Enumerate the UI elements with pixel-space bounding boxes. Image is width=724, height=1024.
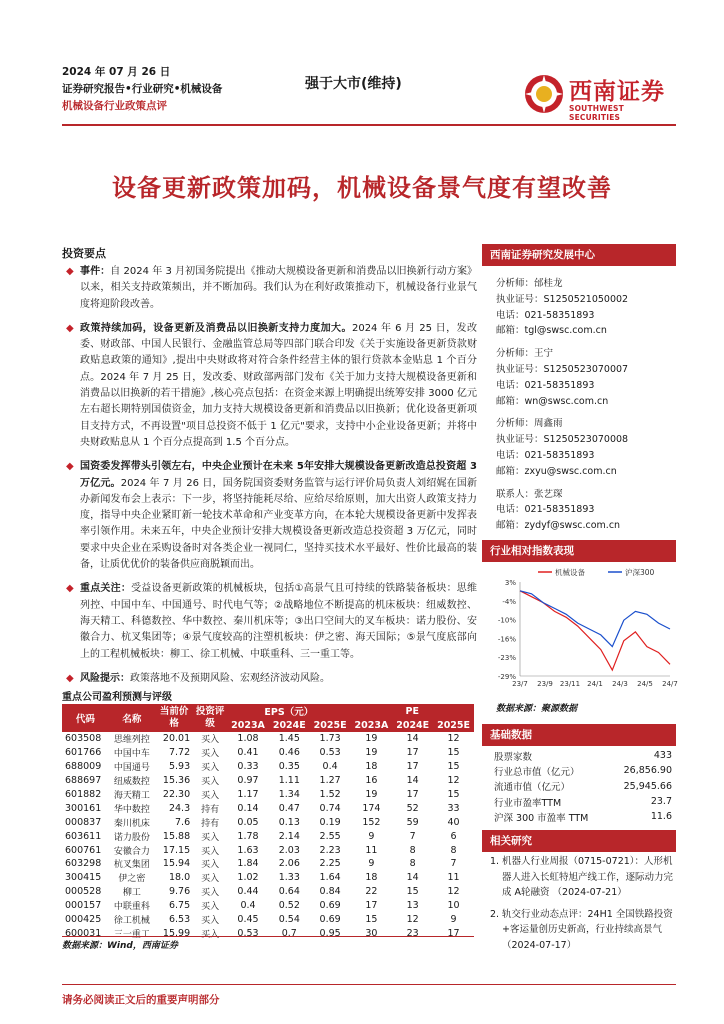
basic-label: 行业总市值（亿元）	[494, 766, 580, 778]
cell-eps: 1.08	[237, 733, 259, 745]
cell-eps: 1.52	[319, 789, 341, 800]
point-text: 2024 年 6 月 25 日，发改委、财政部、中国人民银行、金融监管总局等四部门联合印发《关于实施设备更新贷款财政贴息政策的通知》,提出中央财政将对符合条件经营主体的银行贷款本金贴息 1 个百分点。2024 年 7 月 25 日，发改委、财政部两部门发布《关于加力支持大规模设备更新和消费品以旧换新的若干措施》,核心亮点包括：在资金来源上明确提出统筹安排 3000 亿元左右超长期特别国债资金，加力支持大规模设备更新和消费品以旧换新；优化设备更新项目支持方式，不再设置"项目总投资不低于 1 亿元"要求，支持中小企业设备更新；并将中央财政贴息从 1 个百分点提高到 1.5 个百分点。	[80, 322, 477, 448]
cell-name: 秦川机床	[113, 818, 150, 829]
report-meta	[62, 64, 222, 115]
cell-name: 柳工	[122, 888, 141, 899]
point-lead: 政策持续加码，设备更新及消费品以旧换新支持力度加大。	[80, 322, 352, 334]
chart-source: 数据来源：聚源数据	[496, 704, 578, 714]
basic-label: 行业市盈率TTM	[494, 797, 562, 809]
basic-data-row	[490, 809, 676, 824]
point-lead: 重点关注：	[80, 583, 132, 595]
analyst-line: 执业证号：S1250521050002	[496, 293, 629, 305]
table-row	[62, 732, 474, 746]
cell-code: 000157	[65, 900, 102, 912]
col-pe: PE	[351, 704, 474, 718]
cell-eps: 0.14	[237, 802, 259, 814]
report-date: 2024 年 07 月 26 日	[62, 66, 171, 78]
cell-eps: 1.78	[237, 830, 259, 842]
logo-mark-icon	[523, 73, 565, 115]
col-eps: EPS（元）	[227, 704, 350, 718]
table-bottom-rule	[62, 936, 474, 937]
related-item[interactable]	[490, 854, 676, 901]
cell-eps: 0.44	[237, 886, 259, 898]
year-header: 2025E	[433, 718, 474, 732]
analyst-line: 执业证号：S1250523070008	[496, 434, 629, 446]
investment-points	[62, 264, 477, 695]
related-text: 机器人行业周报（0715-0721）：人形机器人进入长虹特旭产线工作，逐际动力完成 A轮融资 （2024-07-21）	[502, 856, 674, 898]
analyst-line: 邮箱：zydyf@swsc.com.cn	[496, 520, 621, 532]
basic-label: 股票家数	[494, 751, 533, 763]
cell-name: 中联重科	[113, 902, 150, 913]
cell-pe: 14	[406, 872, 419, 884]
cell-price: 7.6	[175, 816, 191, 828]
cell-pe: 40	[447, 816, 460, 828]
cell-pe: 18	[365, 761, 378, 773]
year-header: 2024E	[269, 718, 310, 732]
report-type: 机械设备行业政策点评	[62, 100, 167, 112]
cell-code: 601766	[65, 747, 102, 759]
point-text: 自 2024 年 3 月初国务院提出《推动大规模设备更新和消费品以旧换新行动方案》以来，相关支持政策频出，并不断加码。我们认为在利好政策推动下，机械设备行业景气度将迎阶段改善。	[80, 266, 478, 310]
cell-pe: 6	[450, 830, 457, 842]
analyst-line: 邮箱：tgl@swsc.com.cn	[496, 325, 607, 337]
cell-pe: 17	[406, 761, 419, 773]
cell-name: 三一重工	[113, 929, 150, 940]
legend-label: 沪深300	[625, 568, 655, 577]
cell-name: 徐工机械	[113, 916, 150, 927]
year-header: 2025E	[310, 718, 351, 732]
analyst-list	[496, 276, 676, 541]
table-row	[62, 760, 474, 774]
basic-data-row	[490, 763, 676, 778]
cell-eps: 2.03	[278, 844, 300, 856]
cell-price: 17.15	[162, 844, 191, 856]
analyst-line: 联系人：张艺琛	[496, 488, 563, 500]
cell-eps: 0.69	[319, 914, 341, 926]
cell-pe: 17	[406, 789, 419, 800]
cell-pe: 12	[406, 914, 419, 926]
table-row	[62, 885, 474, 899]
cell-pe: 174	[362, 802, 381, 814]
table-row	[62, 788, 474, 802]
cell-price: 15.99	[162, 927, 191, 939]
investment-point	[62, 671, 477, 687]
cell-eps: 0.52	[278, 900, 300, 912]
cell-eps: 0.53	[237, 927, 259, 939]
cell-code: 603508	[65, 733, 102, 745]
legend-label: 机械设备	[555, 568, 585, 577]
bullet-icon: ◆	[66, 461, 74, 473]
cell-pe: 19	[365, 733, 378, 745]
cell-price: 22.30	[162, 789, 191, 800]
cell-code: 300161	[65, 802, 102, 814]
point-text: 受益设备更新政策的机械板块，包括①高景气且可持续的铁路装备板块：思维列控、中国中车、中国通号、时代电气等；②战略地位不断提高的机床板块：纽威数控、海天精工、科德数控、华中数控、秦川机床等；③出口空间大的叉车板块：诺力股份、安徽合力、杭叉集团等；④景气度较高的注塑机板块：伊之密、海天国际；⑤景气度底部向上的工程机械板块：柳工、徐工机械、中联重科、三一重工等。	[80, 583, 478, 660]
cell-pe: 30	[365, 927, 378, 939]
cell-pe: 7	[450, 858, 457, 870]
analyst-line: 电话：021-58351893	[496, 379, 595, 391]
cell-name: 中国中车	[113, 749, 150, 760]
cell-rating: 持有	[201, 804, 220, 815]
cell-pe: 8	[409, 858, 416, 870]
cell-eps: 0.69	[319, 900, 341, 912]
research-center-title: 西南证券研究发展中心	[482, 244, 676, 266]
col-price: 当前价格	[155, 704, 193, 732]
cell-eps: 1.34	[278, 789, 300, 800]
cell-eps: 2.14	[278, 830, 300, 842]
analyst-line: 电话：021-58351893	[496, 309, 595, 321]
cell-pe: 22	[365, 886, 378, 898]
year-header: 2023A	[227, 718, 269, 732]
point-lead: 事件：	[80, 266, 111, 277]
investment-point	[62, 264, 477, 313]
cell-eps: 0.13	[278, 816, 300, 828]
cell-eps: 0.41	[237, 747, 259, 759]
cell-code: 600761	[65, 844, 102, 856]
series-line-1	[520, 591, 670, 647]
x-tick-label: 23/9	[537, 680, 553, 688]
cell-rating: 买入	[201, 888, 220, 899]
year-header: 2023A	[351, 718, 393, 732]
x-tick-label: 24/1	[587, 680, 603, 688]
cell-pe: 9	[450, 914, 457, 926]
y-tick-label: -4%	[502, 597, 516, 606]
analyst-line: 分析师：王宁	[496, 348, 554, 360]
analyst-line: 电话：021-58351893	[496, 504, 595, 516]
cell-rating: 买入	[201, 791, 220, 801]
basic-value: 11.6	[650, 811, 672, 823]
cell-name: 思维列控	[113, 735, 150, 746]
cell-pe: 12	[447, 775, 460, 787]
cell-price: 15.88	[162, 830, 191, 842]
analyst-line: 电话：021-58351893	[496, 449, 595, 461]
investment-point	[62, 581, 477, 662]
cell-eps: 0.33	[237, 761, 259, 773]
chart-title: 行业相对指数表现	[482, 540, 676, 562]
cell-eps: 0.4	[240, 900, 256, 912]
cell-pe: 11	[365, 844, 378, 856]
cell-pe: 12	[447, 886, 460, 898]
cell-name: 中国通号	[113, 763, 150, 774]
cell-rating: 买入	[201, 874, 220, 885]
table-row	[62, 829, 474, 843]
cell-price: 9.76	[168, 886, 191, 898]
cell-pe: 8	[450, 844, 457, 856]
relative-index-chart	[490, 566, 676, 696]
cell-code: 688697	[65, 775, 102, 787]
cell-name: 伊之密	[118, 874, 146, 885]
cell-pe: 12	[447, 733, 460, 745]
analyst-line: 执业证号：S1250523070007	[496, 363, 629, 375]
basic-value: 25,945.66	[623, 780, 672, 792]
cell-pe: 9	[368, 830, 375, 842]
cell-eps: 1.17	[237, 789, 259, 800]
disclaimer-note: 请务必阅读正文后的重要声明部分	[62, 994, 220, 1006]
cell-name: 海天精工	[113, 791, 150, 801]
table-row	[62, 871, 474, 885]
cell-pe: 8	[409, 844, 416, 856]
cell-eps: 2.55	[319, 830, 341, 842]
table-row	[62, 746, 474, 760]
report-title: 设备更新政策加码，机械设备景气度有望改善	[112, 174, 612, 202]
cell-eps: 0.54	[278, 914, 300, 926]
cell-pe: 19	[365, 747, 378, 759]
cell-rating: 买入	[201, 902, 220, 913]
y-tick-label: -29%	[497, 673, 516, 681]
y-tick-label: -23%	[497, 654, 516, 663]
table-row	[62, 913, 474, 927]
x-tick-label: 24/3	[612, 680, 628, 688]
related-research-list	[490, 854, 676, 959]
cell-pe: 14	[406, 775, 419, 787]
cell-pe: 17	[365, 900, 378, 912]
related-item[interactable]	[490, 907, 676, 954]
basic-label: 流通市值（亿元）	[494, 782, 571, 794]
cell-rating: 买入	[201, 763, 220, 774]
cell-pe: 15	[406, 886, 419, 898]
cell-pe: 23	[406, 927, 419, 939]
cell-price: 6.75	[168, 900, 191, 912]
cell-eps: 1.02	[237, 872, 259, 884]
cell-price: 18.0	[168, 872, 191, 884]
cell-eps: 1.11	[278, 775, 300, 787]
cell-pe: 18	[365, 872, 378, 884]
cell-pe: 17	[406, 747, 419, 759]
cell-rating: 买入	[201, 846, 220, 857]
cell-eps: 0.19	[319, 816, 341, 828]
cell-eps: 2.06	[278, 858, 300, 870]
cell-name: 华中数控	[113, 804, 150, 815]
basic-data-row	[490, 779, 676, 794]
table-row	[62, 774, 474, 788]
point-text: 2024 年 7 月 26 日，国务院国资委财务监管与运行评价局负责人刘绍娓在国新办新闻发布会上表示：下一步，将坚持能耗尽给、应给尽给原则，加大出资人政策支持力度，指导中央企业紧盯新一轮技术革命和产业变革方向，在本轮大规模设备更新中发挥表率引领作用。未来五年，中央企业预计安排大规模设备更新改造总投资超 3 万亿元，同时要求中央企业在采购设备时对各类企业一视同仁，坚持买技术水平最好、性价比最高的装备，让质优优价的装备供应商脱颖而出。	[80, 477, 478, 571]
cell-price: 7.72	[168, 747, 191, 759]
cell-eps: 1.33	[278, 872, 300, 884]
cell-price: 15.36	[162, 775, 191, 787]
cell-eps: 0.05	[237, 816, 259, 828]
cell-rating: 买入	[201, 735, 220, 746]
earnings-forecast-table	[62, 704, 474, 940]
x-tick-label: 23/11	[559, 680, 581, 688]
bullet-icon: ◆	[66, 583, 74, 595]
investment-heading: 投资要点	[62, 247, 106, 260]
cell-rating: 买入	[201, 860, 220, 871]
cell-pe: 19	[365, 789, 378, 800]
basic-value: 26,856.90	[623, 765, 672, 777]
analyst-line: 邮箱：wn@swsc.com.cn	[496, 395, 609, 407]
cell-eps: 0.45	[237, 914, 259, 926]
y-tick-label: 3%	[504, 579, 516, 587]
cell-eps: 1.45	[278, 733, 300, 745]
header-divider	[62, 124, 676, 126]
basic-data-row	[490, 794, 676, 809]
cell-eps: 0.97	[237, 775, 259, 787]
analyst-card	[496, 487, 676, 534]
table-title: 重点公司盈利预测与评级	[62, 692, 172, 703]
basic-data-table	[490, 748, 676, 824]
x-tick-label: 23/7	[512, 680, 528, 688]
related-number: 1.	[490, 856, 500, 867]
cell-eps: 0.53	[319, 747, 341, 759]
cell-rating: 买入	[201, 749, 220, 760]
cell-price: 5.93	[168, 761, 191, 773]
cell-pe: 14	[406, 733, 419, 745]
cell-code: 600031	[65, 927, 102, 939]
basic-label: 沪深 300 市盈率 TTM	[494, 812, 589, 824]
cell-rating: 买入	[201, 832, 220, 843]
x-tick-label: 24/5	[637, 680, 653, 688]
cell-code: 603298	[65, 858, 102, 870]
cell-eps: 1.27	[319, 775, 341, 787]
cell-pe: 15	[447, 761, 460, 773]
col-name: 名称	[109, 704, 155, 732]
analyst-card	[496, 346, 676, 409]
cell-eps: 0.4	[322, 761, 338, 773]
cell-eps: 1.84	[237, 858, 259, 870]
investment-point	[62, 459, 477, 573]
col-code: 代码	[62, 704, 109, 732]
cell-code: 603611	[65, 830, 102, 842]
cell-name: 杭叉集团	[113, 860, 150, 871]
cell-code: 000837	[65, 816, 102, 828]
table-row	[62, 857, 474, 871]
cell-price: 6.53	[168, 914, 191, 926]
cell-eps: 1.63	[237, 844, 259, 856]
bullet-icon: ◆	[66, 322, 74, 334]
cell-eps: 1.64	[319, 872, 341, 884]
cell-name: 诺力股份	[113, 832, 150, 843]
table-row	[62, 899, 474, 913]
cell-rating: 买入	[201, 777, 220, 788]
cell-pe: 17	[447, 927, 460, 939]
cell-eps: 0.84	[319, 886, 341, 898]
cell-pe: 9	[368, 858, 375, 870]
related-research-title: 相关研究	[482, 830, 676, 852]
related-text: 轨交行业动态点评：24H1 全国铁路投资+客运量创历史新高，行业持续高景气 （2024-07-17）	[502, 908, 673, 951]
cell-code: 000528	[65, 886, 102, 898]
cell-eps: 2.25	[319, 858, 341, 870]
basic-data-row	[490, 748, 676, 763]
bullet-icon: ◆	[66, 266, 74, 277]
analyst-card	[496, 416, 676, 479]
cell-name: 纽威数控	[113, 777, 150, 788]
cell-pe: 13	[406, 900, 419, 912]
col-rating: 投资评级	[193, 704, 227, 732]
cell-pe: 59	[406, 816, 419, 828]
cell-rating: 买入	[201, 929, 220, 940]
point-text: 政策落地不及预期风险、宏观经济波动风险。	[130, 672, 330, 684]
cell-price: 15.94	[162, 858, 191, 870]
cell-pe: 152	[362, 816, 381, 828]
point-lead: 风险提示：	[80, 672, 130, 684]
cell-eps: 0.95	[319, 927, 341, 939]
cell-price: 24.3	[168, 802, 191, 814]
logo-text-en: SOUTHWEST SECURITIES	[569, 104, 624, 122]
company-logo	[523, 71, 673, 121]
basic-value: 23.7	[650, 796, 672, 808]
cell-code: 300415	[65, 872, 102, 884]
cell-eps: 1.73	[319, 733, 341, 745]
cell-code: 000425	[65, 914, 102, 926]
cell-pe: 15	[365, 914, 378, 926]
analyst-line: 邮箱：zxyu@swsc.com.cn	[496, 465, 617, 477]
cell-rating: 持有	[201, 818, 220, 829]
logo-text-cn: 西南证券	[569, 78, 665, 105]
cell-eps: 0.64	[278, 886, 300, 898]
cell-code: 688009	[65, 761, 102, 773]
cell-eps: 0.46	[278, 747, 300, 759]
cell-pe: 52	[406, 802, 419, 814]
cell-pe: 15	[447, 747, 460, 759]
cell-eps: 0.47	[278, 802, 300, 814]
point-lead: 国资委发挥带头引领左右，中央企业预计在未来 5年安排大规模设备更新改造总投资超 3万亿元。	[80, 461, 477, 489]
cell-pe: 10	[447, 900, 460, 912]
cell-name: 安徽合力	[113, 846, 150, 857]
cell-eps: 2.23	[319, 844, 341, 856]
analyst-line: 分析师：周鑫雨	[496, 418, 563, 430]
basic-value: 433	[653, 750, 672, 762]
x-tick-label: 24/7	[662, 680, 678, 688]
year-header: 2024E	[392, 718, 433, 732]
industry-rating: 强于大市(维持)	[305, 76, 402, 92]
table-row	[62, 801, 474, 815]
cell-eps: 0.74	[319, 802, 341, 814]
table-source: 数据来源：Wind，西南证券	[62, 941, 178, 951]
cell-pe: 11	[447, 872, 460, 884]
basic-data-title: 基础数据	[482, 724, 676, 746]
table-row	[62, 815, 474, 829]
cell-pe: 33	[447, 802, 460, 814]
table-row	[62, 843, 474, 857]
bullet-icon: ◆	[66, 672, 74, 684]
y-tick-label: -10%	[497, 616, 516, 625]
footer-divider	[62, 984, 676, 985]
investment-point	[62, 321, 477, 451]
cell-code: 601882	[65, 789, 102, 800]
analyst-card	[496, 276, 676, 339]
analyst-line: 分析师：邰桂龙	[496, 278, 563, 289]
cell-eps: 0.7	[281, 927, 297, 939]
y-tick-label: -16%	[497, 635, 516, 644]
related-number: 2.	[490, 908, 500, 920]
cell-pe: 15	[447, 789, 460, 800]
cell-pe: 7	[409, 830, 416, 842]
cell-price: 20.01	[162, 733, 191, 745]
cell-eps: 0.35	[278, 761, 300, 773]
report-category: 证券研究报告•行业研究•机械设备	[62, 83, 223, 95]
cell-rating: 买入	[201, 916, 220, 927]
cell-pe: 16	[365, 775, 378, 787]
